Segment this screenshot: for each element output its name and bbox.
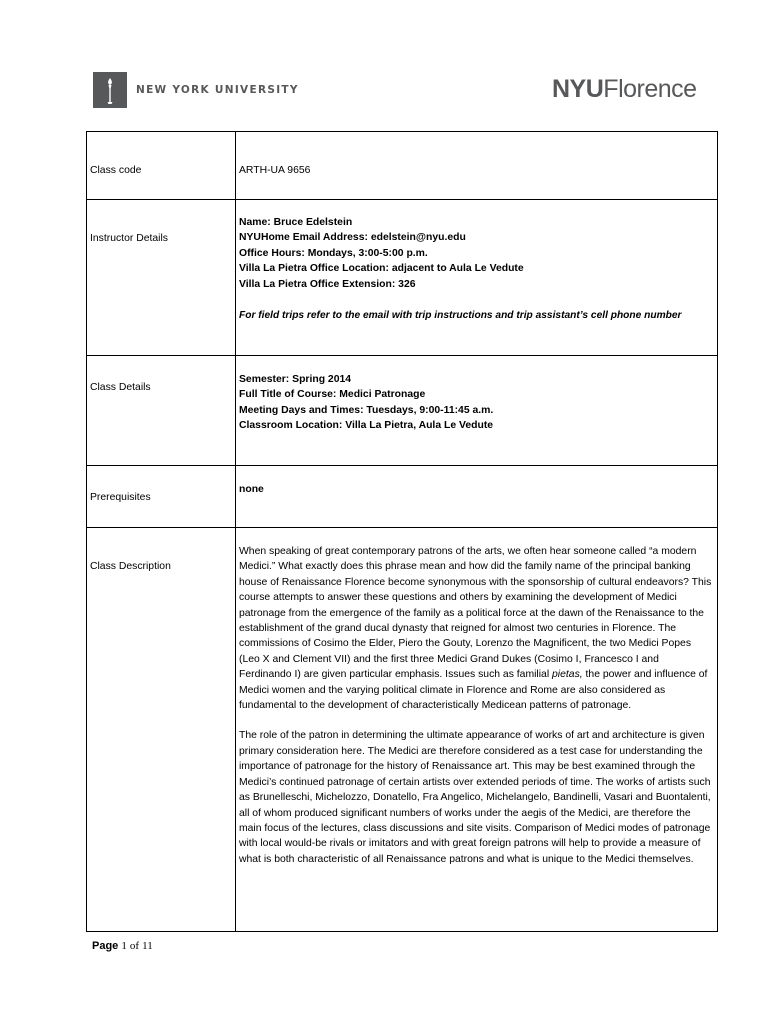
prerequisites-label-cell: [87, 466, 236, 528]
page-total: 11: [142, 940, 153, 952]
page-footer: [92, 940, 153, 952]
logo-prefix: NYU: [552, 75, 604, 103]
class-code-value: ARTH-UA 9656: [239, 165, 311, 176]
class-code-label: Class code: [90, 165, 142, 176]
instructor-email: NYUHome Email Address: edelstein@nyu.edu: [239, 232, 466, 244]
row-prerequisites: [87, 466, 718, 528]
instructor-hours: Office Hours: Mondays, 3:00-5:00 p.m.: [239, 247, 428, 259]
class-details-label-cell: [87, 356, 236, 466]
description-label: Class Description: [90, 561, 171, 572]
description-value-cell: [236, 528, 718, 932]
instructor-extension: Villa La Pietra Office Extension: 326: [239, 278, 416, 290]
row-class-code: [87, 132, 718, 200]
nyu-logo: [93, 72, 299, 108]
prerequisites-value-cell: [236, 466, 718, 528]
instructor-label-cell: [87, 200, 236, 356]
semester: Semester: Spring 2014: [239, 374, 352, 385]
syllabus-table: [86, 131, 718, 932]
field-trip-note: For field trips refer to the email with trip instructions and trip assistant’s cell phone number: [239, 310, 682, 322]
logo-suffix: Florence: [603, 75, 697, 103]
description-paragraph-2: The role of the patron in determining the ultimate appearance of works of art and architecture is given primary consideration here. The Medici are therefore considered as a test case for understanding the importance of patronage for the history of Renaissance art. This may be best examined through the Medici’s continued patronage of certain artists over extended periods of time. The works of artists such as Brunelleschi, Michelozzo, Donatello, Fra Angelico, Michelangelo, Bandinelli, Vasari and Buontalenti, all of whom produced significant numbers of works under the aegis of the Medici, are therefore the main focus of the lectures, class discussions and site visits. Comparison of Medici modes of patronage with local would-be rivals or imitators and with great foreign patrons will help to provide a measure of what is both characteristic of all Renaissance patrons and what is unique to the Medici themselves.: [239, 730, 711, 865]
desc-p1-italic: pietas,: [552, 669, 583, 681]
instructor-label: Instructor Details: [90, 233, 168, 244]
row-instructor: [87, 200, 718, 356]
class-code-label-cell: [87, 132, 236, 200]
page-current: 1: [121, 940, 127, 952]
torch-icon: [93, 72, 127, 108]
page-of: of: [129, 940, 140, 952]
description-label-cell: [87, 528, 236, 932]
desc-p1-part1: When speaking of great contemporary patrons of the arts, we often hear someone called “a modern Medici.” What exactly does this phrase mean and how did the family name of the principal banking house of Renaissance Florence become synonymous with the sponsorship of cultural endeavors? This course attempts to answer these questions and others by examining the development of Medici patronage from the emergence of the family as a political force at the dawn of the Renaissance to the establishment of the grand ducal dynasty that reigned for almost two centuries in Florence. The commissions of Cosimo the Elder, Piero the Gouty, Lorenzo the Magnificent, the two Medici Popes (Leo X and Clement VII) and the first three Medici Grand Dukes (Cosimo I, Francesco I and Ferdinando I) are given particular emphasis. Issues such as familial: [239, 546, 712, 681]
page-label: Page: [92, 940, 119, 952]
description-paragraph-1: [239, 544, 714, 713]
class-code-value-cell: [236, 132, 718, 200]
prerequisites-value: none: [239, 484, 264, 495]
prerequisites-label: Prerequisites: [90, 492, 151, 503]
class-details-label: Class Details: [90, 382, 151, 393]
course-title: Full Title of Course: Medici Patronage: [239, 389, 426, 401]
class-details-value-cell: [236, 356, 718, 466]
instructor-value-cell: [236, 200, 718, 356]
row-class-details: [87, 356, 718, 466]
instructor-office-location: Villa La Pietra Office Location: adjacent to Aula Le Vedute: [239, 263, 524, 275]
nyu-florence-logo: [552, 75, 697, 104]
instructor-name: Name: Bruce Edelstein: [239, 217, 353, 228]
row-description: [87, 528, 718, 932]
nyu-logo-text: NEW YORK UNIVERSITY: [136, 84, 299, 96]
desc-p1-part2: the power and influence of Medici women and the varying political climate in Florence and Rome are also considered as fundamental to the development of characteristically Medicean patterns of patronage.: [239, 669, 708, 712]
meeting-times: Meeting Days and Times: Tuesdays, 9:00-11:45 a.m.: [239, 404, 494, 416]
classroom-location: Classroom Location: Villa La Pietra, Aula Le Vedute: [239, 420, 494, 432]
